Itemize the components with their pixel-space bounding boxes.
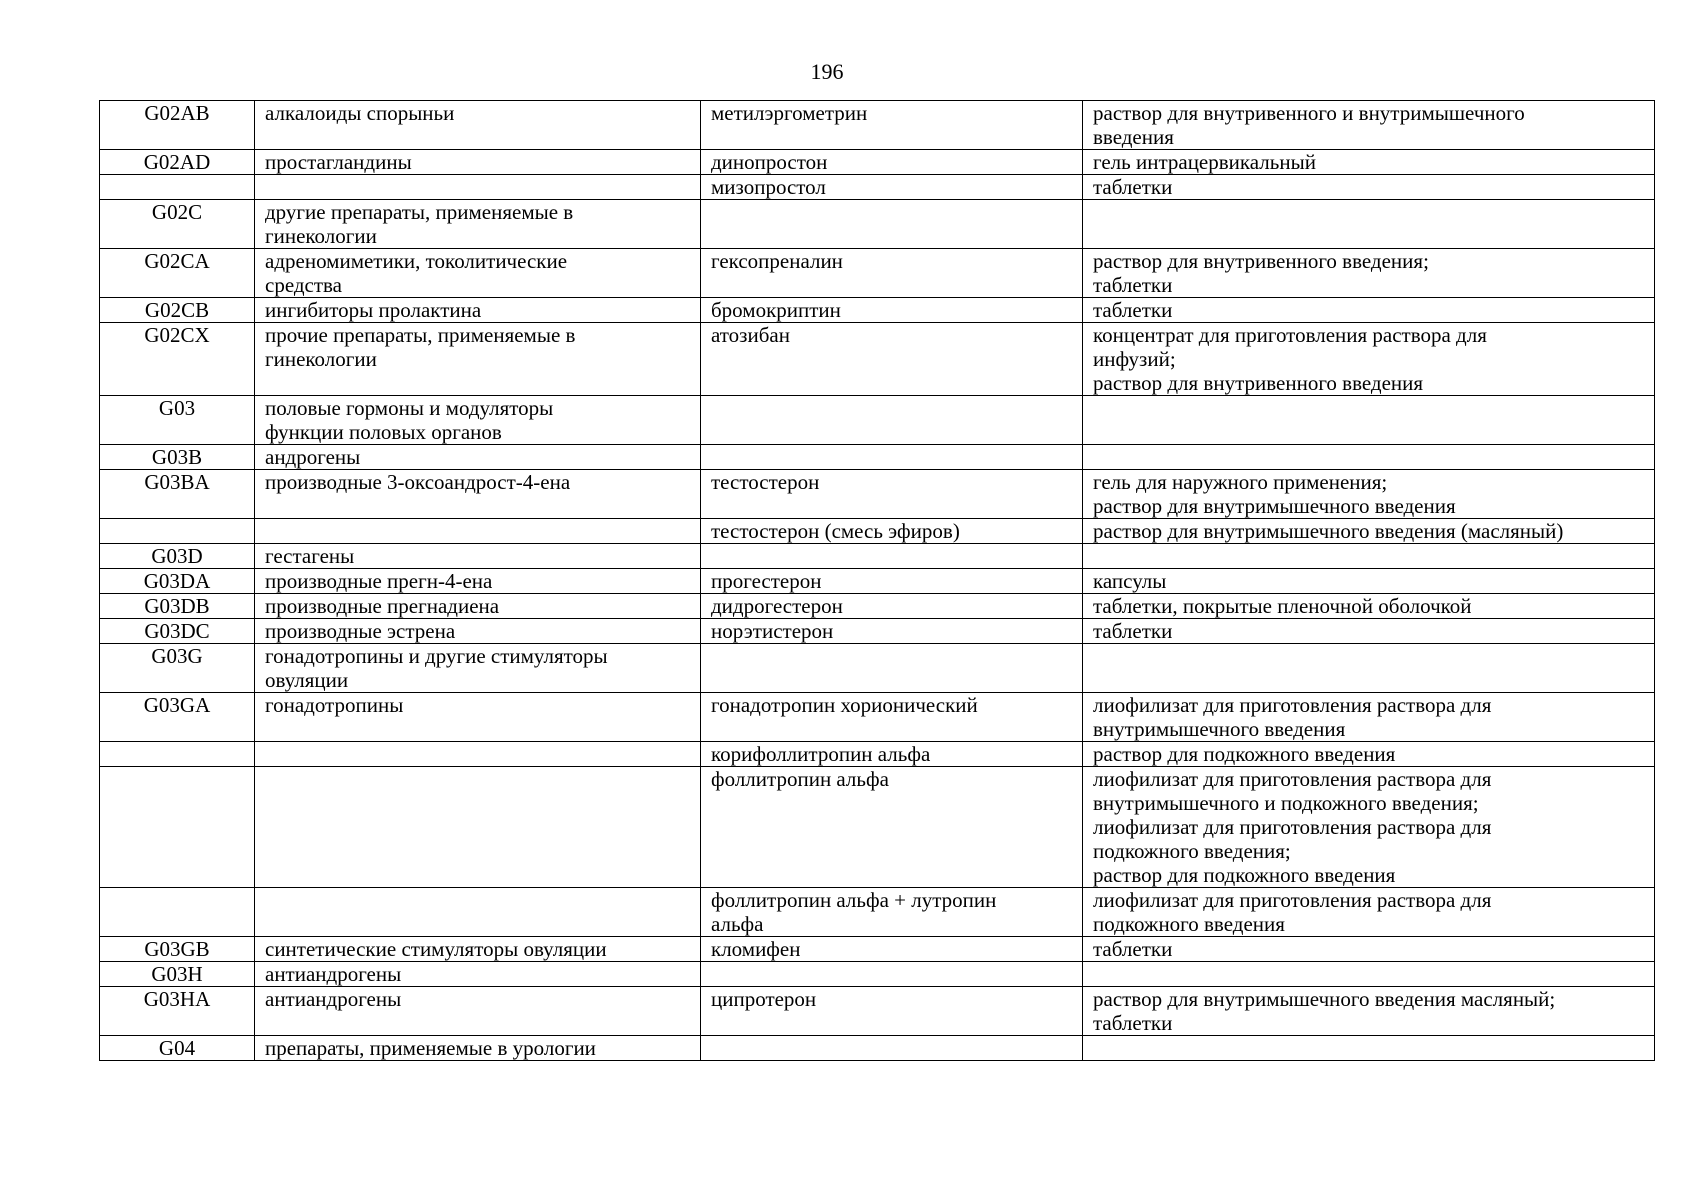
table-row	[100, 937, 1655, 962]
table-row	[100, 249, 1655, 298]
dosage-form-cell	[1083, 644, 1655, 693]
atc-code-cell: G03BA	[100, 470, 255, 519]
atc-group-cell	[255, 519, 701, 544]
atc-group-cell: простагландины	[255, 150, 701, 175]
atc-code-cell: G02C	[100, 200, 255, 249]
drug-name-cell	[701, 1036, 1083, 1061]
dosage-form-cell: лиофилизат для приготовления раствора для подкожного введения	[1083, 888, 1655, 937]
dosage-form-cell: таблетки, покрытые пленочной оболочкой	[1083, 594, 1655, 619]
table-row	[100, 101, 1655, 150]
table-row	[100, 150, 1655, 175]
atc-code-cell: G03HA	[100, 987, 255, 1036]
atc-group-cell: ингибиторы пролактина	[255, 298, 701, 323]
atc-group-cell: производные прегнадиена	[255, 594, 701, 619]
atc-group-cell	[255, 175, 701, 200]
atc-code-cell: G03D	[100, 544, 255, 569]
table-row	[100, 569, 1655, 594]
drug-name-cell: метилэргометрин	[701, 101, 1083, 150]
table-row	[100, 619, 1655, 644]
dosage-form-cell	[1083, 544, 1655, 569]
table-row	[100, 1036, 1655, 1061]
drug-name-cell: дидрогестерон	[701, 594, 1083, 619]
dosage-form-cell: гель интрацервикальный	[1083, 150, 1655, 175]
table-row	[100, 445, 1655, 470]
table-row	[100, 396, 1655, 445]
table-row	[100, 470, 1655, 519]
atc-group-cell: гонадотропины	[255, 693, 701, 742]
table-row	[100, 200, 1655, 249]
drug-name-cell: атозибан	[701, 323, 1083, 396]
atc-group-cell: алкалоиды спорыньи	[255, 101, 701, 150]
drug-name-cell: кломифен	[701, 937, 1083, 962]
drug-name-cell: фоллитропин альфа	[701, 767, 1083, 888]
atc-group-cell: препараты, применяемые в урологии	[255, 1036, 701, 1061]
atc-group-cell: прочие препараты, применяемые в гинекологии	[255, 323, 701, 396]
dosage-form-cell: гель для наружного применения; раствор для внутримышечного введения	[1083, 470, 1655, 519]
atc-group-cell	[255, 767, 701, 888]
table-row	[100, 594, 1655, 619]
table-row	[100, 175, 1655, 200]
table-row	[100, 693, 1655, 742]
dosage-form-cell: таблетки	[1083, 619, 1655, 644]
drug-name-cell: гексопреналин	[701, 249, 1083, 298]
drug-name-cell: ципротерон	[701, 987, 1083, 1036]
drug-name-cell: норэтистерон	[701, 619, 1083, 644]
atc-code-cell: G03	[100, 396, 255, 445]
atc-code-cell	[100, 767, 255, 888]
drug-name-cell: фоллитропин альфа + лутропин альфа	[701, 888, 1083, 937]
atc-code-cell: G03GA	[100, 693, 255, 742]
drug-name-cell: корифоллитропин альфа	[701, 742, 1083, 767]
atc-code-cell: G03DC	[100, 619, 255, 644]
atc-code-cell	[100, 519, 255, 544]
table-row	[100, 767, 1655, 888]
atc-group-cell: антиандрогены	[255, 987, 701, 1036]
dosage-form-cell: лиофилизат для приготовления раствора для внутримышечного и подкожного введения; лиофилизат для приготовления раствора для подкожного введения; раствор для подкожного введения	[1083, 767, 1655, 888]
atc-group-cell: другие препараты, применяемые в гинекологии	[255, 200, 701, 249]
atc-group-cell: адреномиметики, токолитические средства	[255, 249, 701, 298]
atc-group-cell	[255, 742, 701, 767]
atc-code-cell: G02CB	[100, 298, 255, 323]
drug-name-cell: тестостерон (смесь эфиров)	[701, 519, 1083, 544]
table-row	[100, 544, 1655, 569]
atc-code-cell: G02CX	[100, 323, 255, 396]
atc-drug-table	[99, 100, 1655, 1061]
atc-code-cell	[100, 175, 255, 200]
table-row	[100, 644, 1655, 693]
dosage-form-cell	[1083, 962, 1655, 987]
atc-code-cell: G02AD	[100, 150, 255, 175]
table-row	[100, 962, 1655, 987]
dosage-form-cell: таблетки	[1083, 937, 1655, 962]
atc-code-cell: G02AB	[100, 101, 255, 150]
dosage-form-cell: раствор для внутримышечного введения (масляный)	[1083, 519, 1655, 544]
table-row	[100, 742, 1655, 767]
drug-name-cell: бромокриптин	[701, 298, 1083, 323]
dosage-form-cell: раствор для внутримышечного введения масляный; таблетки	[1083, 987, 1655, 1036]
dosage-form-cell	[1083, 1036, 1655, 1061]
atc-group-cell	[255, 888, 701, 937]
dosage-form-cell	[1083, 200, 1655, 249]
drug-name-cell: прогестерон	[701, 569, 1083, 594]
drug-name-cell	[701, 544, 1083, 569]
atc-group-cell: синтетические стимуляторы овуляции	[255, 937, 701, 962]
atc-group-cell: производные эстрена	[255, 619, 701, 644]
drug-name-cell	[701, 644, 1083, 693]
atc-code-cell: G03H	[100, 962, 255, 987]
atc-group-cell: производные 3-оксоандрост-4-ена	[255, 470, 701, 519]
dosage-form-cell: таблетки	[1083, 298, 1655, 323]
page-number: 196	[810, 59, 844, 84]
atc-code-cell: G03DA	[100, 569, 255, 594]
table-row	[100, 888, 1655, 937]
dosage-form-cell: концентрат для приготовления раствора для инфузий; раствор для внутривенного введения	[1083, 323, 1655, 396]
atc-code-cell	[100, 888, 255, 937]
dosage-form-cell: капсулы	[1083, 569, 1655, 594]
drug-name-cell	[701, 200, 1083, 249]
table-row	[100, 519, 1655, 544]
atc-code-cell: G02CA	[100, 249, 255, 298]
atc-group-cell: андрогены	[255, 445, 701, 470]
table-row	[100, 298, 1655, 323]
atc-code-cell: G03DB	[100, 594, 255, 619]
atc-group-cell: гонадотропины и другие стимуляторы овуляции	[255, 644, 701, 693]
atc-code-cell: G03B	[100, 445, 255, 470]
dosage-form-cell: таблетки	[1083, 175, 1655, 200]
atc-code-cell: G03GB	[100, 937, 255, 962]
atc-group-cell: половые гормоны и модуляторы функции половых органов	[255, 396, 701, 445]
dosage-form-cell: раствор для внутривенного введения; таблетки	[1083, 249, 1655, 298]
atc-group-cell: антиандрогены	[255, 962, 701, 987]
drug-name-cell: мизопростол	[701, 175, 1083, 200]
table-row	[100, 987, 1655, 1036]
dosage-form-cell: раствор для подкожного введения	[1083, 742, 1655, 767]
drug-name-cell	[701, 396, 1083, 445]
drug-name-cell	[701, 445, 1083, 470]
atc-code-cell	[100, 742, 255, 767]
atc-group-cell: производные прегн-4-ена	[255, 569, 701, 594]
dosage-form-cell	[1083, 396, 1655, 445]
drug-name-cell: тестостерон	[701, 470, 1083, 519]
atc-group-cell: гестагены	[255, 544, 701, 569]
atc-code-cell: G03G	[100, 644, 255, 693]
dosage-form-cell: раствор для внутривенного и внутримышечного введения	[1083, 101, 1655, 150]
table-row	[100, 323, 1655, 396]
dosage-form-cell	[1083, 445, 1655, 470]
drug-name-cell: динопростон	[701, 150, 1083, 175]
atc-code-cell: G04	[100, 1036, 255, 1061]
drug-name-cell	[701, 962, 1083, 987]
dosage-form-cell: лиофилизат для приготовления раствора для внутримышечного введения	[1083, 693, 1655, 742]
atc-table-body	[100, 101, 1655, 1061]
drug-name-cell: гонадотропин хорионический	[701, 693, 1083, 742]
